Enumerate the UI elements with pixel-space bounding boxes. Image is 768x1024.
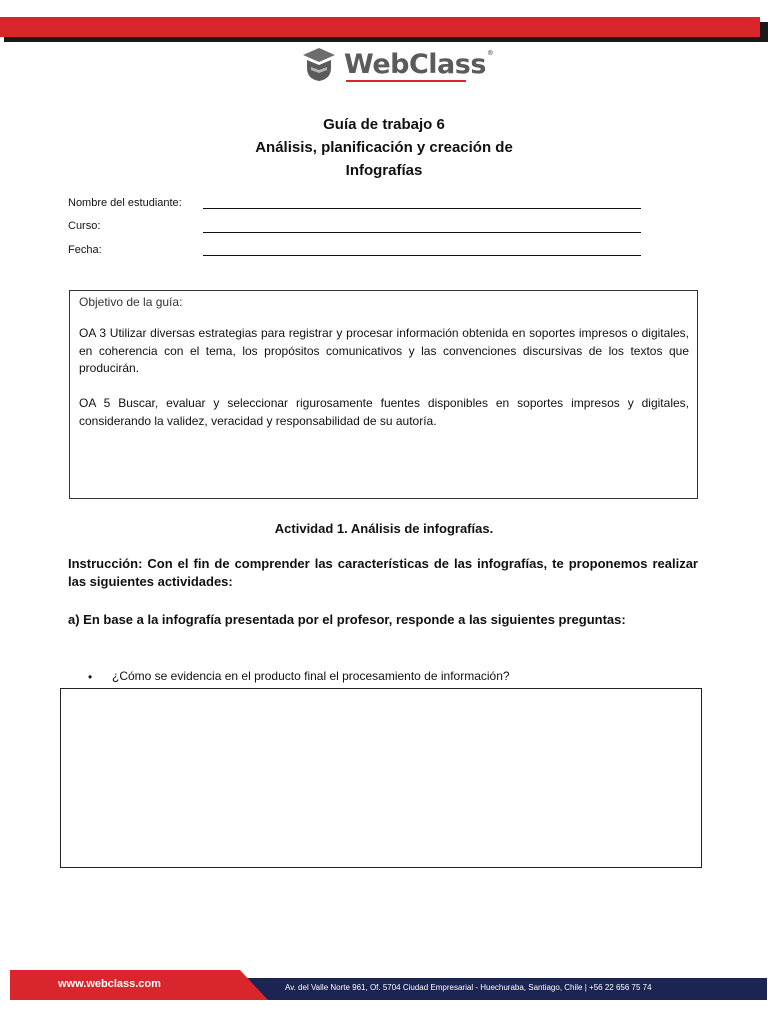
registered-mark: ®: [486, 48, 494, 57]
header-red-bar: [0, 17, 760, 37]
student-name-label: Nombre del estudiante:: [68, 197, 182, 209]
graduation-cap-shield-icon: [302, 46, 336, 82]
course-field[interactable]: [203, 232, 641, 233]
objective-box: [69, 290, 698, 499]
instruction-text: Instrucción: Con el fin de comprender las características de las infografías, te proponemos realizar las siguientes actividades:: [68, 556, 698, 589]
date-label: Fecha:: [68, 244, 102, 256]
document-subtitle-line1: Análisis, planificación y creación de: [255, 139, 513, 156]
activity-title: Actividad 1. Análisis de infografías.: [274, 521, 494, 536]
student-name-field[interactable]: [203, 208, 641, 209]
footer-website: www.webclass.com: [58, 978, 161, 990]
document-title: Guía de trabajo 6: [323, 116, 445, 133]
date-field[interactable]: [203, 255, 641, 256]
footer-address: Av. del Valle Norte 961, Of. 5704 Ciudad Empresarial - Huechuraba, Santiago, Chile | +56 22 656 75 74: [285, 983, 652, 992]
question-bullet-1: ¿Cómo se evidencia en el producto final el procesamiento de información?: [112, 669, 510, 683]
objective-heading: Objetivo de la guía:: [79, 295, 183, 309]
logo-underline: [346, 80, 466, 82]
objective-oa3: OA 3 Utilizar diversas estrategias para registrar y procesar información obtenida en soportes impresos o digitales, en coherencia con el tema, los propósitos comunicativos y las convenciones discursivas de los textos que producirán.: [79, 326, 689, 375]
brand-name: WebClass®: [344, 48, 494, 80]
course-label: Curso:: [68, 220, 101, 232]
webclass-logo: [302, 44, 493, 84]
objective-oa5: OA 5 Buscar, evaluar y seleccionar rigurosamente fuentes disponibles en soportes impresos y digitales, considerando la validez, veracidad y responsabilidad de su autoría.: [79, 396, 689, 428]
bullet-marker: •: [88, 670, 93, 684]
question-a: a) En base a la infografía presentada por el profesor, responde a las siguientes preguntas:: [68, 612, 626, 627]
document-subtitle-line2: Infografías: [345, 162, 423, 179]
answer-box[interactable]: [60, 688, 702, 868]
